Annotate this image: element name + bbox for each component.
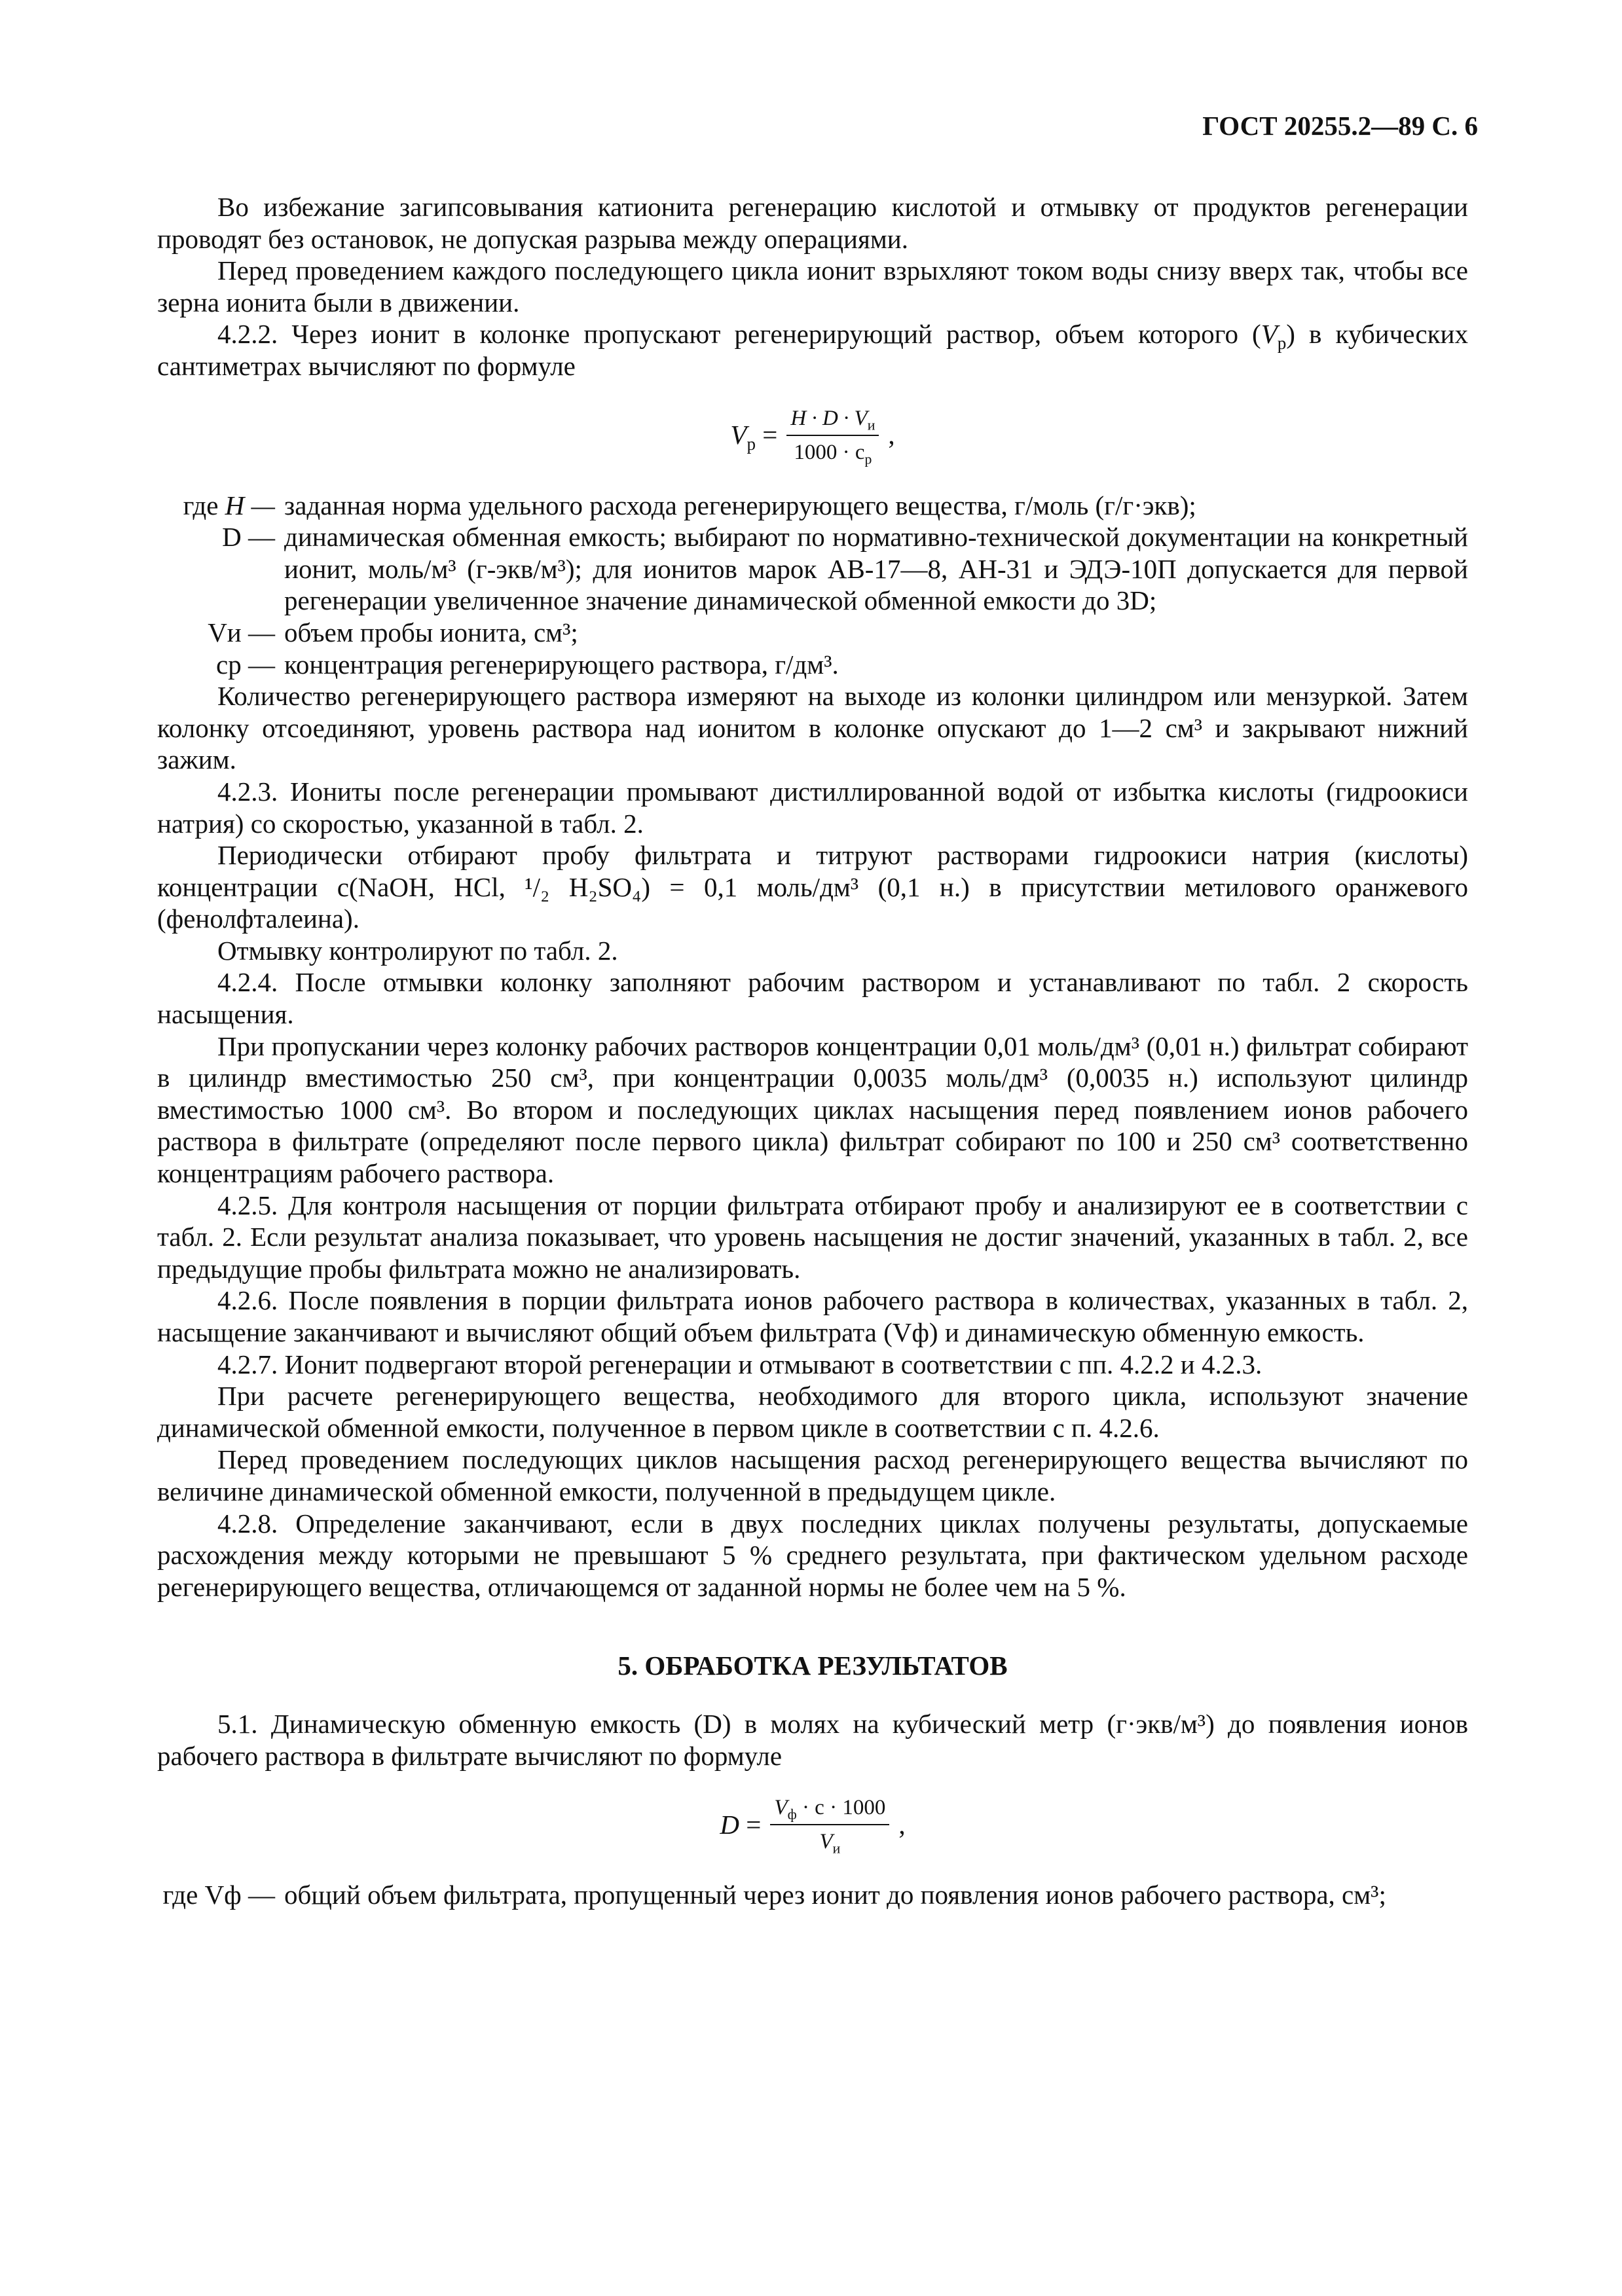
fraction: $\frac{V_ф \cdot c \cdot 1000}{V_и}$ (770, 1794, 889, 1855)
fraction: $\frac{H \cdot D \cdot V_и}{1000 \cdot c_р}$ (786, 405, 879, 466)
document-body (157, 191, 1468, 1911)
paragraph: Перед проведением последующих циклов насыщения расход регенерирующего вещества вычисляют по величине динамической обменной емкости, полученной в предыдущем цикле. (157, 1444, 1468, 1506)
paragraph-4-2-4: 4.2.4. После отмывки колонку заполняют рабочим раствором и устанавливают по табл. 2 скорость насыщения. (157, 967, 1468, 1030)
paragraph-4-2-5: 4.2.5. Для контроля насыщения от порции фильтрата отбирают пробу и анализируют ее в соответствии с табл. 2. Если результат анализа показывает, что уровень насыщения не достиг значений, указанных в табл. 2, все предыдущие пробы фильтрата можно не анализировать. (157, 1190, 1468, 1284)
paragraph-4-2-7: 4.2.7. Ионит подвергают второй регенерации и отмывают в соответствии с пп. 4.2.2 и 4.2.3. (217, 1349, 1263, 1379)
paragraph: Количество регенерирующего раствора измеряют на выходе из колонки цилиндром или мензуркой. Затем колонку отсоединяют, уровень раствора над ионитом в колонке опускают до 1—2 см³ и закрывают нижний зажим. (157, 681, 1468, 775)
definition-row: где H — заданная норма удельного расхода регенерирующего вещества, г/моль (г/г·экв); (183, 490, 1196, 520)
paragraph-4-2-3: 4.2.3. Иониты после регенерации промывают дистиллированной водой от избытка кислоты (гидроокиси натрия) со скоростью, указанной в табл. 2. (157, 776, 1468, 839)
definition-list (157, 490, 1468, 681)
definition-row: cр — концентрация регенерирующего раствора, г/дм³. (216, 649, 839, 680)
page-header: ГОСТ 20255.2—89 С. 6 (1202, 111, 1478, 141)
paragraph: При пропускании через колонку рабочих растворов концентрации 0,01 моль/дм³ (0,01 н.) фильтрат собирают в цилиндр вместимостью 250 см³, при концентрации 0,0035 моль/дм³ (0,0035 н.) используют цилиндр вместимостью 1000 см³. Во втором и последующих циклах насыщения перед появлением ионов рабочего раствора в фильтрате (определяют после первого цикла) фильтрат собирают по 100 и 250 см³ соответственно концентрациям рабочего раствора. (157, 1030, 1468, 1189)
section-heading: 5. ОБРАБОТКА РЕЗУЛЬТАТОВ (617, 1650, 1008, 1681)
paragraph: Периодически отбирают пробу фильтрата и титруют растворами гидроокиси натрия (кислоты) концентрации c(NaOH, HCl, ¹/₂ H₂SO₄) = 0,1 моль/дм³ (0,1 н.) в присутствии метилового оранжевого (фенолфталеина). (157, 840, 1468, 934)
paragraph-4-2-6: 4.2.6. После появления в порции фильтрата ионов рабочего раствора в количествах, указанных в табл. 2, насыщение заканчивают и вычисляют общий объем фильтрата (Vф) и динамическую обменную емкость. (157, 1285, 1468, 1347)
paragraph-4-2-8: 4.2.8. Определение заканчивают, если в двух последних циклах получены результаты, допускаемые расхождения между которыми не превышают 5 % среднего результата, при фактическом удельном расходе регенерирующего вещества, отличающемся от заданной нормы не более чем на 5 %. (157, 1508, 1468, 1602)
paragraph: При расчете регенерирующего вещества, необходимого для второго цикла, используют значение динамической обменной емкости, полученное в первом цикле в соответствии с п. 4.2.6. (157, 1381, 1468, 1443)
paragraph-5-1: 5.1. Динамическую обменную емкость (D) в молях на кубический метр (г·экв/м³) до появления ионов рабочего раствора в фильтрате вычисляют по формуле (157, 1708, 1468, 1771)
formula-d: D = $\frac{V_ф \cdot c \cdot 1000}{V_и}$ , (157, 1776, 1468, 1874)
definition-row: D — динамическая обменная емкость; выбирают по нормативно-технической документации на конкретный ионит, моль/м³ (г-экв/м³); для ионитов марок АВ-17—8, АН-31 и ЭДЭ-10П допускается для первой регенерации увеличенное значение динамической обменной емкости до 3D; (222, 522, 1468, 616)
definition-row: где Vф — общий объем фильтрата, пропущенный через ионит до появления ионов рабочего раствора, см³; (162, 1880, 1386, 1910)
paragraph: Перед проведением каждого последующего цикла ионит взрыхляют током воды снизу вверх так, чтобы все зерна ионита были в движении. (157, 255, 1468, 318)
paragraph-4-2-2: 4.2.2. Через ионит в колонке пропускают регенерирующий раствор, объем которого $(V_р)$ в кубических сантиметрах вычисляют по формуле (157, 319, 1468, 381)
formula-vr: $V_р$ = $\frac{H \cdot D \cdot V_и}{1000 \cdot c_р}$ , (157, 386, 1468, 484)
definition-row: Vи — объем пробы ионита, см³; (208, 617, 578, 647)
paragraph: Отмывку контролируют по табл. 2. (217, 935, 618, 966)
paragraph: Во избежание загипсовывания катионита регенерацию кислотой и отмывку от продуктов регенерации проводят без остановок, не допуская разрыва между операциями. (157, 192, 1468, 254)
definition-list (157, 1879, 1468, 1911)
